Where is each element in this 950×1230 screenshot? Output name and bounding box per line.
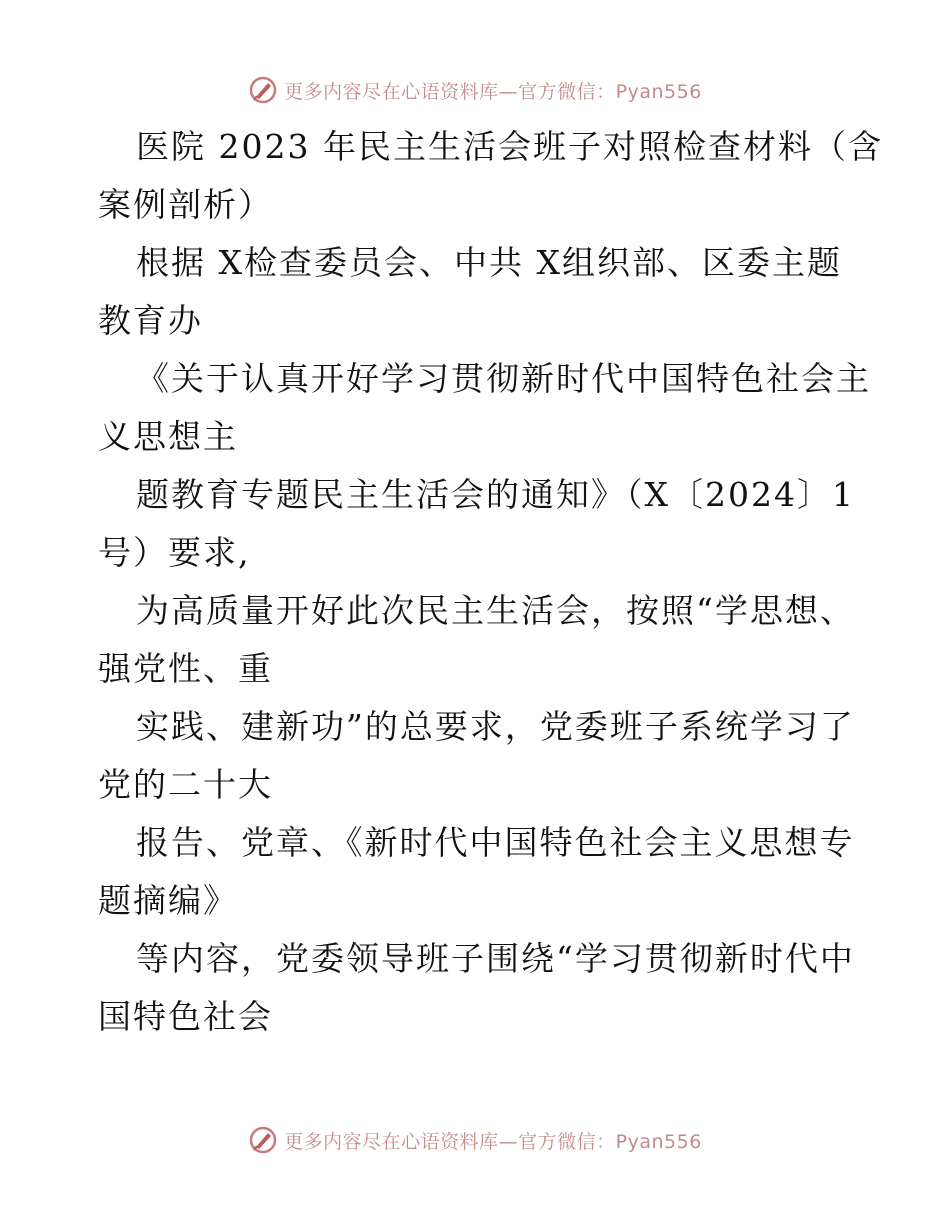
text-line: 根据 X检查委员会、中共 X组织部、区委主题	[136, 243, 842, 282]
text-line: 题教育专题民主生活会的通知》（X〔2024〕1	[136, 475, 855, 514]
text-line: 党的二十大	[98, 765, 273, 804]
text-line: 题摘编》	[98, 881, 238, 920]
watermark-text: 更多内容尽在心语资料库—官方微信：Pyan556	[284, 80, 702, 103]
text-line: 强党性、重	[98, 649, 273, 688]
text-line: 《关于认真开好学习贯彻新时代中国特色社会主	[136, 359, 871, 398]
text-line: 实践、建新功”的总要求，党委班子系统学习了	[136, 707, 855, 746]
document-body	[98, 118, 883, 1046]
text-line: 案例剖析）	[98, 185, 273, 224]
text-line: 义思想主	[98, 417, 238, 456]
quill-seal-icon	[248, 75, 278, 105]
watermark-text: 更多内容尽在心语资料库—官方微信：Pyan556	[284, 1130, 702, 1153]
text-line: 医院 2023 年民主生活会班子对照检查材料（含	[136, 127, 883, 166]
text-line: 为高质量开好此次民主生活会，按照“学思想、	[136, 591, 855, 630]
text-line: 报告、党章、《新时代中国特色社会主义思想专	[136, 823, 855, 862]
text-line: 号）要求,	[98, 533, 251, 572]
footer-watermark	[0, 1120, 950, 1160]
header-watermark	[0, 70, 950, 110]
text-line: 等内容，党委领导班子围绕“学习贯彻新时代中	[136, 939, 855, 978]
text-line: 教育办	[98, 301, 203, 340]
quill-seal-icon	[248, 1125, 278, 1155]
text-line: 国特色社会	[98, 997, 273, 1036]
